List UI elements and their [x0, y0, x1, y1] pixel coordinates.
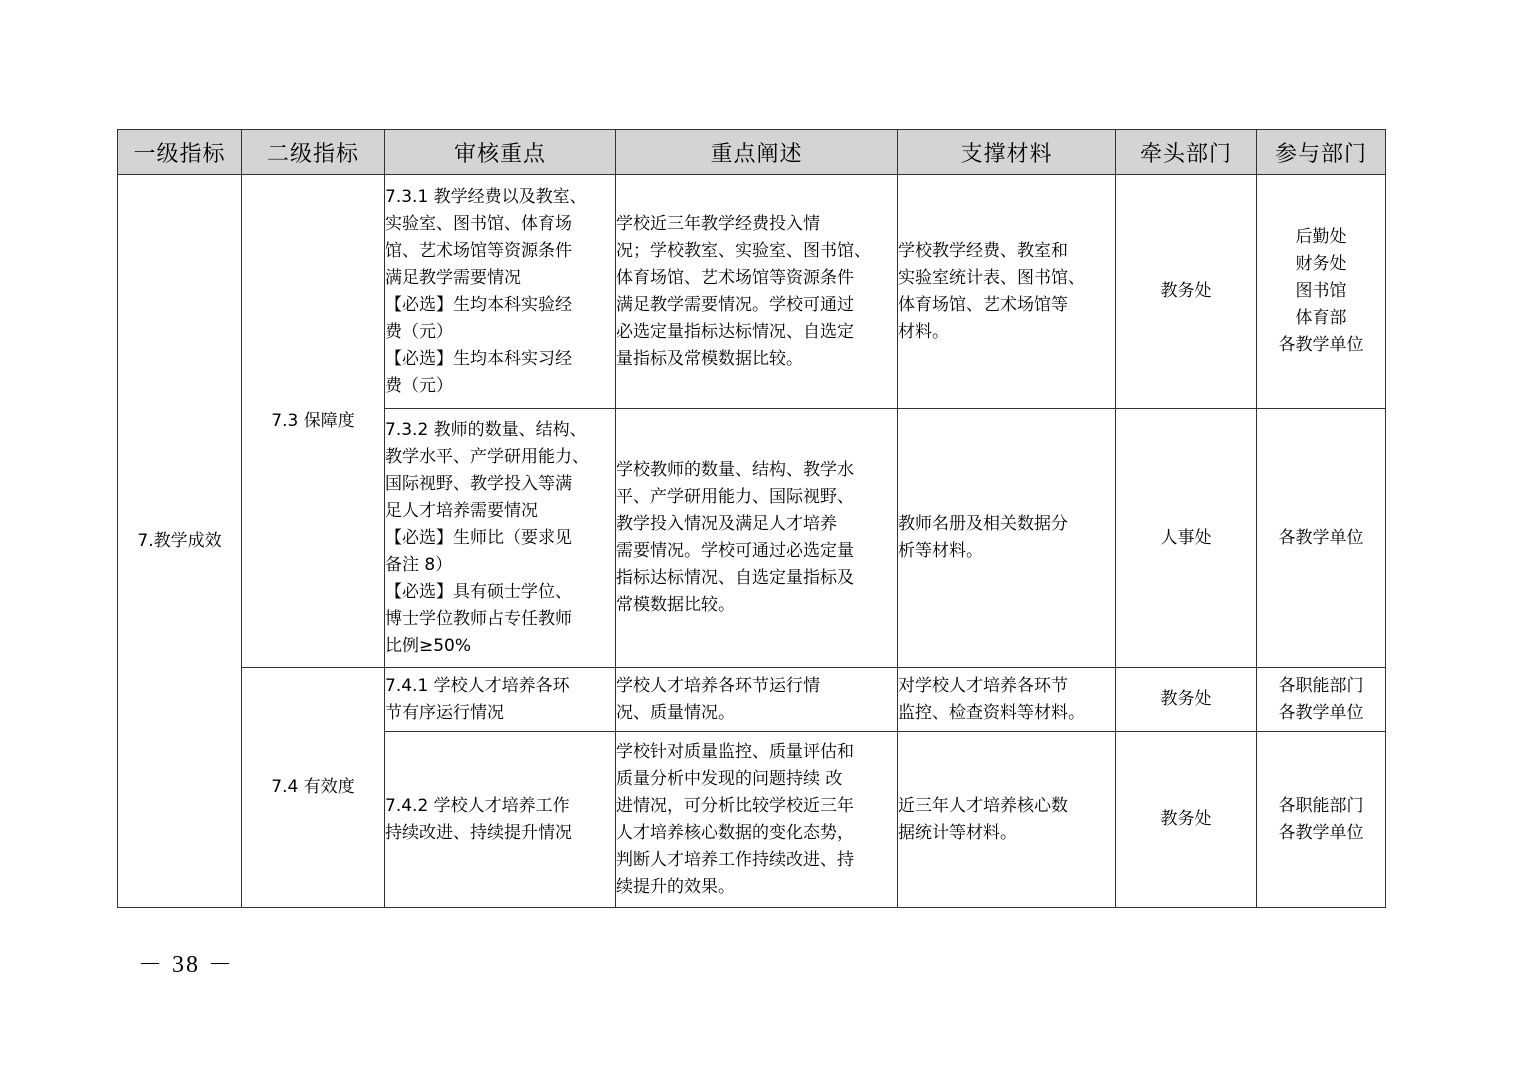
header-participant-dept: 参与部门	[1257, 130, 1386, 175]
focus-cell: 7.3.1 教学经费以及教室、 实验室、图书馆、体育场 馆、艺术场馆等资源条件 满足教学需要情况 【必选】生均本科实验经 费（元） 【必选】生均本科实习经 费（元）	[385, 175, 616, 409]
table-row	[118, 668, 1386, 732]
level2-cell: 7.3 保障度	[242, 175, 385, 668]
description-cell: 学校针对质量监控、质量评估和 质量分析中发现的问题持续 改 进情况，可分析比较学校近三年 人才培养核心数据的变化态势， 判断人才培养工作持续改进、持 续提升的效果。	[616, 732, 898, 908]
focus-cell: 7.4.2 学校人才培养工作 持续改进、持续提升情况	[385, 732, 616, 908]
header-level1: 一级指标	[118, 130, 242, 175]
header-description: 重点阐述	[616, 130, 898, 175]
lead-dept-cell: 人事处	[1116, 409, 1257, 668]
header-level2: 二级指标	[242, 130, 385, 175]
lead-dept-cell: 教务处	[1116, 732, 1257, 908]
participant-dept-cell: 后勤处 财务处 图书馆 体育部 各教学单位	[1257, 175, 1386, 409]
focus-cell: 7.3.2 教师的数量、结构、 教学水平、产学研用能力、 国际视野、教学投入等满 足人才培养需要情况 【必选】生师比（要求见 备注 8） 【必选】具有硕士学位、 博士学位教师占专任教师 比例≥50%	[385, 409, 616, 668]
lead-dept-cell: 教务处	[1116, 175, 1257, 409]
header-lead-dept: 牵头部门	[1116, 130, 1257, 175]
participant-dept-cell: 各教学单位	[1257, 409, 1386, 668]
materials-cell: 学校教学经费、教室和 实验室统计表、图书馆、 体育场馆、艺术场馆等 材料。	[898, 175, 1116, 409]
materials-cell: 近三年人才培养核心数 据统计等材料。	[898, 732, 1116, 908]
materials-cell: 教师名册及相关数据分 析等材料。	[898, 409, 1116, 668]
header-review-focus: 审核重点	[385, 130, 616, 175]
participant-dept-cell: 各职能部门 各教学单位	[1257, 732, 1386, 908]
description-cell: 学校人才培养各环节运行情 况、质量情况。	[616, 668, 898, 732]
indicator-table	[117, 129, 1386, 908]
header-materials: 支撑材料	[898, 130, 1116, 175]
table-row	[118, 175, 1386, 409]
materials-cell: 对学校人才培养各环节 监控、检查资料等材料。	[898, 668, 1116, 732]
focus-cell: 7.4.1 学校人才培养各环 节有序运行情况	[385, 668, 616, 732]
level1-cell: 7.教学成效	[118, 175, 242, 908]
header-row	[118, 130, 1386, 175]
level2-cell: 7.4 有效度	[242, 668, 385, 908]
description-cell: 学校近三年教学经费投入情 况；学校教室、实验室、图书馆、 体育场馆、艺术场馆等资源条件 满足教学需要情况。学校可通过 必选定量指标达标情况、自选定 量指标及常模数据比较。	[616, 175, 898, 409]
lead-dept-cell: 教务处	[1116, 668, 1257, 732]
page-number: － 38 －	[138, 952, 234, 978]
description-cell: 学校教师的数量、结构、教学水 平、产学研用能力、国际视野、 教学投入情况及满足人才培养 需要情况。学校可通过必选定量 指标达标情况、自选定量指标及 常模数据比较。	[616, 409, 898, 668]
participant-dept-cell: 各职能部门 各教学单位	[1257, 668, 1386, 732]
